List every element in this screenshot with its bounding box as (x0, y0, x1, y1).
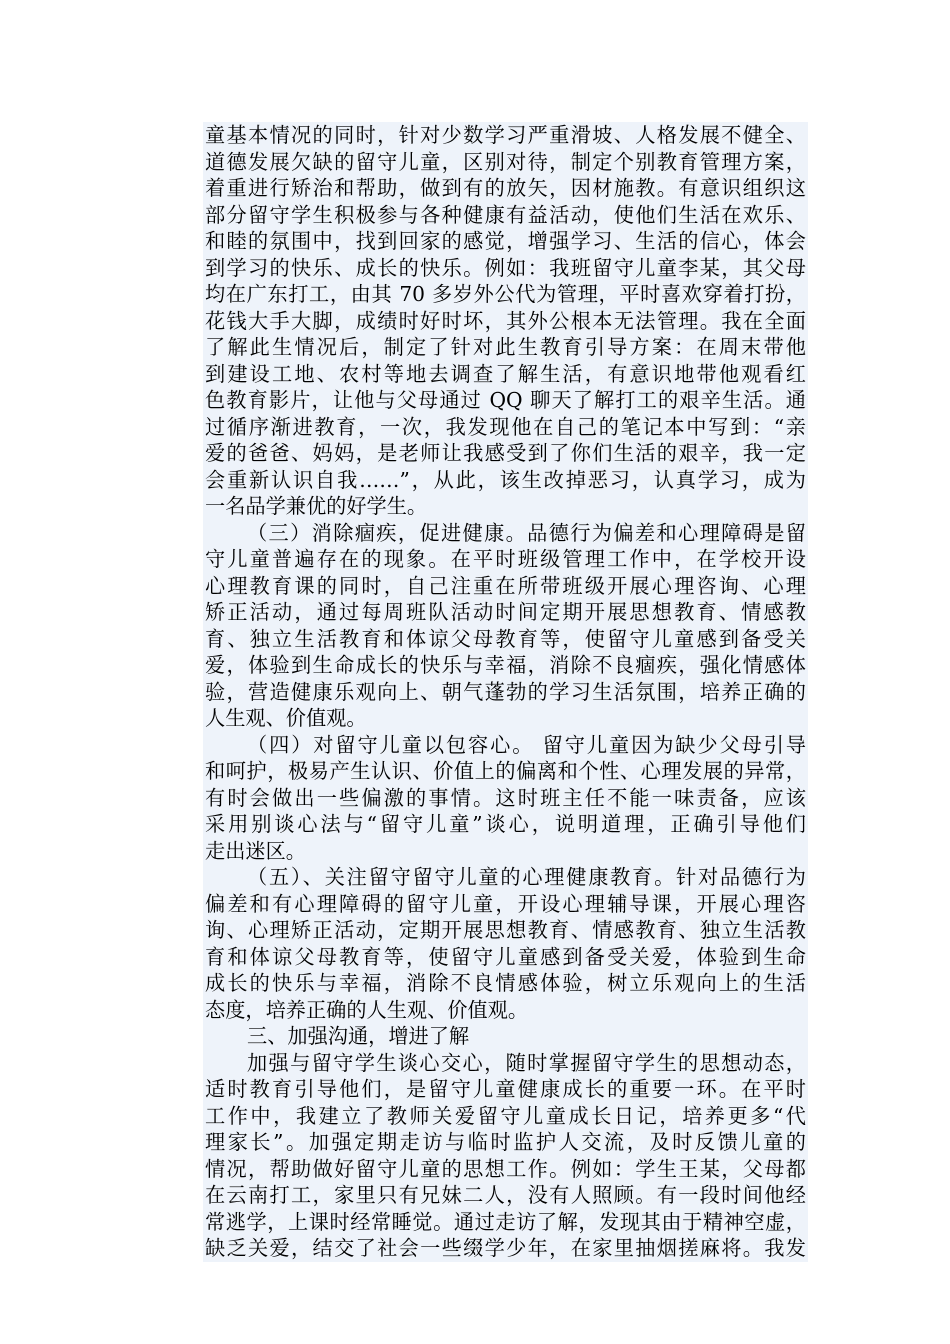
text-line: 会重新认识自我……”，从此，该生改掉恶习，认真学习，成为 (205, 467, 806, 492)
text-line: 到学习的快乐、成长的快乐。例如：我班留守儿童李某，其父母 (205, 255, 806, 280)
text-line: 育和体谅父母教育等，使留守儿童感到备受关爱，体验到生命 (205, 944, 806, 969)
text-line: 过循序渐进教育，一次，我发现他在自己的笔记本中写到：“亲 (205, 414, 806, 439)
text-line: 矫正活动，通过每周班队活动时间定期开展思想教育、情感教 (205, 600, 806, 624)
text-line: 缺乏关爱，结交了社会一些缀学少年，在家里抽烟搓麻将。我发 (205, 1236, 806, 1260)
text-line: 花钱大手大脚，成绩时好时坏，其外公根本无法管理。我在全面 (205, 308, 806, 333)
text-line: 了解此生情况后，制定了针对此生教育引导方案：在周末带他 (205, 335, 806, 359)
text-line: 部分留守学生积极参与各种健康有益活动，使他们生活在欢乐、 (205, 202, 806, 227)
document-body (203, 122, 808, 1262)
text-line: 成长的快乐与幸福，消除不良情感体验，树立乐观向上的生活 (205, 971, 806, 995)
text-line: 童基本情况的同时，针对少数学习严重滑坡、人格发展不健全、 (205, 123, 806, 147)
text-line: 色教育影片，让他与父母通过 QQ 聊天了解打工的艰辛生活。通 (205, 388, 806, 412)
text-line: 到建设工地、农村等地去调查了解生活，有意识地带他观看红 (205, 361, 806, 386)
text-line: 理家长”。加强定期走访与临时监护人交流，及时反馈儿童的 (205, 1130, 806, 1154)
text-line: 爱的爸爸、妈妈，是老师让我感受到了你们生活的艰辛，我一定 (205, 441, 806, 465)
text-line: 态度，培养正确的人生观、价值观。 (203, 997, 808, 1024)
text-line: 偏差和有心理障碍的留守儿童，开设心理辅导课，开展心理咨 (205, 891, 806, 916)
text-line: 工作中，我建立了教师关爱留守儿童成长日记，培养更多“代 (205, 1103, 806, 1128)
text-line: 心理教育课的同时，自己注重在所带班级开展心理咨询、心理 (205, 573, 806, 598)
text-line: （三）消除痼疾，促进健康。品德行为偏差和心理障碍是留 (203, 520, 808, 547)
text-line: 和呵护，极易产生认识、价值上的偏离和个性、心理发展的异常， (205, 759, 806, 783)
text-line: 守儿童普遍存在的现象。在平时班级管理工作中，在学校开设 (205, 547, 806, 571)
text-line: 道德发展欠缺的留守儿童，区别对待，制定个别教育管理方案， (205, 149, 806, 174)
text-line: 验，营造健康乐观向上、朝气蓬勃的学习生活氛围，培养正确的 (205, 679, 806, 704)
text-line: 在云南打工，家里只有兄妹二人，没有人照顾。有一段时间他经 (205, 1183, 806, 1207)
text-line: 有时会做出一些偏激的事情。这时班主任不能一味责备，应该 (205, 785, 806, 810)
text-line: 均在广东打工，由其 70 多岁外公代为管理，平时喜欢穿着打扮， (205, 282, 806, 306)
text-line: 询、心理矫正活动，定期开展思想教育、情感教育、独立生活教 (205, 918, 806, 942)
text-line: 常逃学，上课时经常睡觉。通过走访了解，发现其由于精神空虚， (205, 1209, 806, 1234)
text-line: 人生观、价值观。 (203, 705, 808, 732)
text-line: 走出迷区。 (203, 838, 808, 865)
text-line: （四）对留守儿童以包容心。 留守儿童因为缺少父母引导 (203, 732, 808, 759)
text-line: 适时教育引导他们，是留守儿童健康成长的重要一环。在平时 (205, 1077, 806, 1101)
text-line: 着重进行矫治和帮助，做到有的放矢，因材施教。有意识组织这 (205, 176, 806, 200)
text-line: 情况，帮助做好留守儿童的思想工作。例如：学生王某，父母都 (205, 1156, 806, 1181)
text-line: 三、加强沟通，增进了解 (203, 1023, 808, 1050)
text-line: 加强与留守学生谈心交心，随时掌握留守学生的思想动态， (203, 1050, 808, 1077)
text-line: 育、独立生活教育和体谅父母教育等，使留守儿童感到备受关 (205, 626, 806, 651)
text-line: 和睦的氛围中，找到回家的感觉，增强学习、生活的信心，体会 (205, 229, 806, 253)
text-line: 一名品学兼优的好学生。 (203, 493, 808, 520)
text-line: 爱，体验到生命成长的快乐与幸福，消除不良痼疾，强化情感体 (205, 653, 806, 677)
text-line: 采用别谈心法与“留守儿童”谈心，说明道理，正确引导他们 (205, 812, 806, 836)
text-line: （五）、关注留守留守儿童的心理健康教育。针对品德行为 (203, 864, 808, 891)
